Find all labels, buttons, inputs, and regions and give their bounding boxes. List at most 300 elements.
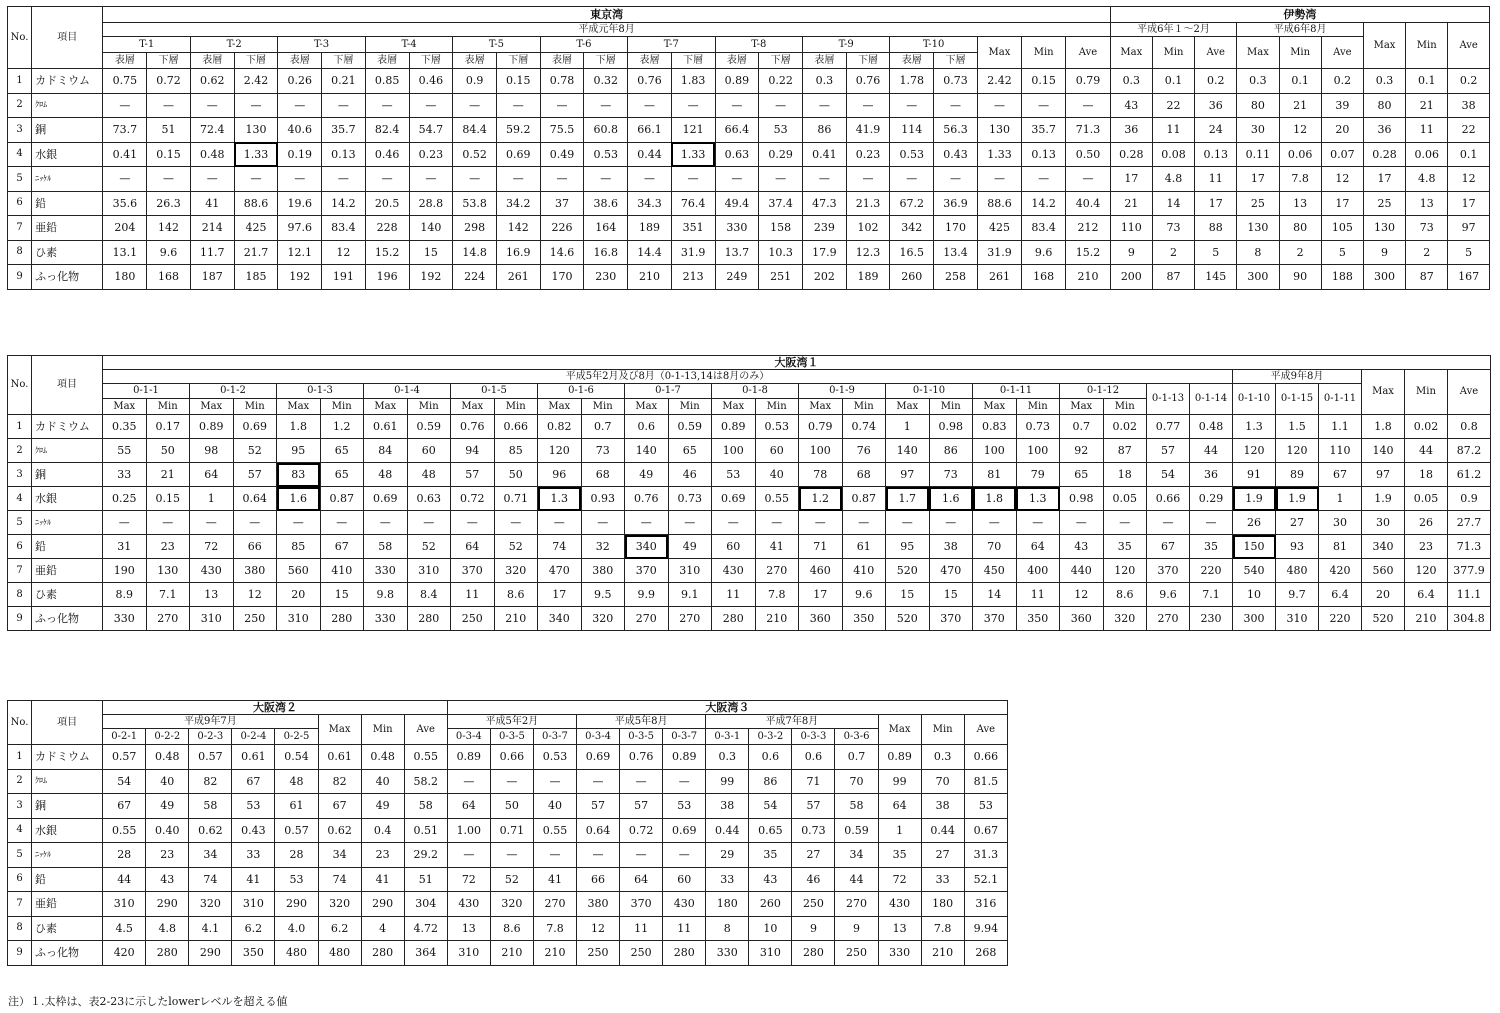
max-header: Max <box>103 399 147 415</box>
value-cell: 21.3 <box>846 191 890 216</box>
value-cell: 21 <box>1406 93 1448 118</box>
value-cell: 98 <box>190 439 234 463</box>
row-number: 7 <box>8 892 32 917</box>
value-cell: 33 <box>232 843 275 868</box>
value-cell: 0.55 <box>404 745 447 770</box>
min-header: Min <box>921 715 964 745</box>
value-cell: 0.9 <box>1448 487 1491 511</box>
value-cell: 100 <box>1016 439 1060 463</box>
value-cell: 74 <box>538 535 582 559</box>
data-row <box>8 240 1490 265</box>
value-cell: 11 <box>1016 583 1060 607</box>
value-cell: 14.8 <box>453 240 497 265</box>
data-row <box>8 745 1008 770</box>
value-cell: 300 <box>1237 265 1279 290</box>
header-row <box>8 7 1490 23</box>
value-cell: 0.15 <box>1022 69 1066 94</box>
value-cell: — <box>190 511 234 535</box>
value-cell: 520 <box>886 607 930 631</box>
value-cell: 189 <box>846 265 890 290</box>
value-cell: 22 <box>1448 118 1490 143</box>
value-cell: 35 <box>1103 535 1147 559</box>
no-header: No. <box>8 701 32 745</box>
value-cell: 4.72 <box>404 916 447 941</box>
value-cell: 58 <box>189 794 232 819</box>
value-cell: 120 <box>1233 439 1276 463</box>
data-row <box>8 487 1491 511</box>
station-header: 0-1-13 <box>1147 384 1190 415</box>
value-cell: 140 <box>1362 439 1405 463</box>
station-header: T-5 <box>453 37 540 53</box>
value-cell: 29.2 <box>404 843 447 868</box>
value-cell: 210 <box>1405 607 1448 631</box>
value-cell: 0.74 <box>842 415 886 439</box>
value-cell: 89 <box>1276 463 1319 487</box>
ave-header: Ave <box>1321 37 1363 69</box>
value-cell: 1.8 <box>1362 415 1405 439</box>
value-cell: 192 <box>278 265 322 290</box>
value-cell: 85 <box>494 439 538 463</box>
ave-header: Ave <box>1066 37 1110 69</box>
value-cell: — <box>977 93 1021 118</box>
item-name: ふっ化物 <box>32 265 103 290</box>
value-cell: 0.73 <box>1016 415 1060 439</box>
value-cell: 0.41 <box>802 142 846 167</box>
highlighted-cell: 1.9 <box>1276 487 1319 511</box>
value-cell: 0.85 <box>365 69 409 94</box>
value-cell: 360 <box>799 607 843 631</box>
value-cell: — <box>1060 511 1104 535</box>
value-cell: 114 <box>890 118 934 143</box>
value-cell: 17 <box>1237 167 1279 192</box>
value-cell: 67 <box>1319 463 1362 487</box>
value-cell: 0.71 <box>490 818 533 843</box>
value-cell: 9.5 <box>581 583 625 607</box>
value-cell: 90 <box>1279 265 1321 290</box>
value-cell: 0.66 <box>964 745 1007 770</box>
value-cell: 67 <box>232 769 275 794</box>
item-name: 鉛 <box>32 191 103 216</box>
value-cell: 130 <box>1363 216 1405 241</box>
value-cell: 191 <box>322 265 366 290</box>
period-header: 平成7年8月 <box>706 715 878 729</box>
value-cell: 52 <box>407 535 451 559</box>
value-cell: 110 <box>1319 439 1362 463</box>
value-cell: 71 <box>799 535 843 559</box>
value-cell: 1.2 <box>320 415 364 439</box>
value-cell: 0.61 <box>364 415 408 439</box>
row-number: 1 <box>8 415 32 439</box>
value-cell: 27 <box>921 843 964 868</box>
value-cell: 64 <box>620 867 663 892</box>
value-cell: 27.7 <box>1448 511 1491 535</box>
value-cell: 53 <box>964 794 1007 819</box>
value-cell: 17 <box>1195 191 1237 216</box>
data-row <box>8 439 1491 463</box>
value-cell: 15.2 <box>365 240 409 265</box>
value-cell: 270 <box>625 607 669 631</box>
value-cell: 0.29 <box>759 142 803 167</box>
value-cell: 0.48 <box>190 142 234 167</box>
value-cell: 58 <box>364 535 408 559</box>
value-cell: 13.1 <box>103 240 147 265</box>
value-cell: 35.6 <box>103 191 147 216</box>
value-cell: 164 <box>584 216 628 241</box>
value-cell: 7.1 <box>146 583 190 607</box>
ave-header: Ave <box>964 715 1007 745</box>
value-cell: — <box>890 167 934 192</box>
item-name: カドミウム <box>32 415 103 439</box>
value-cell: 52 <box>490 867 533 892</box>
value-cell: 4.5 <box>103 916 146 941</box>
value-cell: 210 <box>755 607 799 631</box>
value-cell: 0.76 <box>451 415 495 439</box>
value-cell: — <box>190 167 234 192</box>
value-cell: — <box>490 843 533 868</box>
item-name: ｸﾛﾑ <box>32 439 103 463</box>
value-cell: 11 <box>1152 118 1194 143</box>
value-cell: 298 <box>453 216 497 241</box>
value-cell: 28 <box>103 843 146 868</box>
value-cell: 280 <box>146 941 189 966</box>
value-cell: 54.7 <box>409 118 453 143</box>
value-cell: — <box>365 93 409 118</box>
value-cell: 19.6 <box>278 191 322 216</box>
min-header: Min <box>842 399 886 415</box>
value-cell: 87 <box>1103 439 1147 463</box>
max-header: Max <box>625 399 669 415</box>
value-cell: 310 <box>190 607 234 631</box>
value-cell: 73 <box>1406 216 1448 241</box>
value-cell: 450 <box>973 559 1017 583</box>
header-row <box>8 37 1490 53</box>
value-cell: 470 <box>538 559 582 583</box>
value-cell: 4.8 <box>146 916 189 941</box>
value-cell: 425 <box>234 216 278 241</box>
min-header: Min <box>668 399 712 415</box>
max-header: Max <box>878 715 921 745</box>
ave-header: Ave <box>404 715 447 745</box>
value-cell: 350 <box>842 607 886 631</box>
station-header: 0-3-4 <box>447 729 490 745</box>
value-cell: 13 <box>1406 191 1448 216</box>
value-cell: 5 <box>1321 240 1363 265</box>
value-cell: 15 <box>929 583 973 607</box>
period-header: 平成6年１～2月 <box>1110 23 1237 37</box>
value-cell: 72 <box>878 867 921 892</box>
value-cell: 370 <box>451 559 495 583</box>
value-cell: 86 <box>749 769 792 794</box>
value-cell: — <box>1016 511 1060 535</box>
value-cell: 0.35 <box>103 415 147 439</box>
value-cell: 0.61 <box>232 745 275 770</box>
bottom-header: 下層 <box>322 53 366 69</box>
value-cell: 4 <box>361 916 404 941</box>
value-cell: — <box>1103 511 1147 535</box>
min-header: Min <box>1152 37 1194 69</box>
item-header: 項目 <box>32 7 103 69</box>
value-cell: 121 <box>671 118 715 143</box>
value-cell: 180 <box>103 265 147 290</box>
value-cell: 70 <box>835 769 878 794</box>
value-cell: — <box>1022 167 1066 192</box>
min-header: Min <box>1016 399 1060 415</box>
value-cell: — <box>712 511 756 535</box>
value-cell: 130 <box>234 118 278 143</box>
station-header: 0-1-8 <box>712 384 799 399</box>
value-cell: 10 <box>749 916 792 941</box>
value-cell: 342 <box>890 216 934 241</box>
max-header: Max <box>973 399 1017 415</box>
value-cell: 40 <box>361 769 404 794</box>
value-cell: 330 <box>715 216 759 241</box>
data-row <box>8 535 1491 559</box>
value-cell: 480 <box>318 941 361 966</box>
value-cell: 0.72 <box>147 69 191 94</box>
value-cell: — <box>625 511 669 535</box>
value-cell: — <box>759 167 803 192</box>
item-name: ﾆｯｹﾙ <box>32 167 103 192</box>
value-cell: 86 <box>929 439 973 463</box>
value-cell: 1 <box>1319 487 1362 511</box>
value-cell: 204 <box>103 216 147 241</box>
value-cell: 304 <box>404 892 447 917</box>
value-cell: 32 <box>581 535 625 559</box>
header-row <box>8 356 1491 370</box>
value-cell: 480 <box>1276 559 1319 583</box>
group-header: 伊勢湾 <box>1110 7 1489 23</box>
value-cell: 560 <box>277 559 321 583</box>
surface-header: 表層 <box>628 53 672 69</box>
item-name: 銅 <box>32 794 103 819</box>
value-cell: 53 <box>275 867 318 892</box>
value-cell: 80 <box>1279 216 1321 241</box>
group-header: 大阪湾１ <box>103 356 1491 370</box>
value-cell: — <box>577 769 620 794</box>
value-cell: 34.2 <box>496 191 540 216</box>
highlighted-cell: 1.33 <box>671 142 715 167</box>
value-cell: 58 <box>835 794 878 819</box>
row-number: 7 <box>8 216 32 241</box>
max-header: Max <box>538 399 582 415</box>
value-cell: 9 <box>835 916 878 941</box>
value-cell: 0.3 <box>1237 69 1279 94</box>
value-cell: — <box>103 167 147 192</box>
value-cell: — <box>320 511 364 535</box>
value-cell: 83.4 <box>1022 216 1066 241</box>
value-cell: 53 <box>759 118 803 143</box>
max-header: Max <box>886 399 930 415</box>
header-row <box>8 729 1008 745</box>
value-cell: 310 <box>407 559 451 583</box>
value-cell: 7.1 <box>1190 583 1233 607</box>
value-cell: 59.2 <box>496 118 540 143</box>
value-cell: 0.2 <box>1448 69 1490 94</box>
value-cell: 75.5 <box>540 118 584 143</box>
value-cell: 72 <box>190 535 234 559</box>
value-cell: 310 <box>232 892 275 917</box>
value-cell: 130 <box>977 118 1021 143</box>
value-cell: 8 <box>706 916 749 941</box>
value-cell: — <box>715 93 759 118</box>
data-row <box>8 142 1490 167</box>
value-cell: 0.82 <box>538 415 582 439</box>
value-cell: 74 <box>318 867 361 892</box>
max-header: Max <box>712 399 756 415</box>
value-cell: — <box>755 511 799 535</box>
station-header: T-2 <box>190 37 277 53</box>
value-cell: 120 <box>1276 439 1319 463</box>
value-cell: 0.76 <box>620 745 663 770</box>
value-cell: 2.42 <box>234 69 278 94</box>
value-cell: 261 <box>496 265 540 290</box>
value-cell: — <box>759 93 803 118</box>
value-cell: 80 <box>1237 93 1279 118</box>
highlighted-cell: 1.8 <box>973 487 1017 511</box>
value-cell: 0.3 <box>921 745 964 770</box>
value-cell: 210 <box>533 941 576 966</box>
value-cell: 37.4 <box>759 191 803 216</box>
value-cell: 102 <box>846 216 890 241</box>
value-cell: 250 <box>620 941 663 966</box>
value-cell: 214 <box>190 216 234 241</box>
value-cell: 0.7 <box>581 415 625 439</box>
value-cell: 220 <box>1190 559 1233 583</box>
value-cell: — <box>278 93 322 118</box>
value-cell: 50 <box>494 463 538 487</box>
value-cell: 300 <box>1233 607 1276 631</box>
value-cell: 17.9 <box>802 240 846 265</box>
period-header: 平成5年2月 <box>447 715 576 729</box>
bottom-header: 下層 <box>759 53 803 69</box>
value-cell: 72.4 <box>190 118 234 143</box>
data-row <box>8 941 1008 966</box>
value-cell: 0.51 <box>404 818 447 843</box>
period-header: 平成5年8月 <box>577 715 706 729</box>
value-cell: 17 <box>538 583 582 607</box>
value-cell: 0.62 <box>318 818 361 843</box>
value-cell: 64 <box>1016 535 1060 559</box>
value-cell: 320 <box>1103 607 1147 631</box>
value-cell: 13 <box>190 583 234 607</box>
max-header: Max <box>318 715 361 745</box>
row-number: 1 <box>8 745 32 770</box>
value-cell: 86 <box>802 118 846 143</box>
value-cell: 320 <box>318 892 361 917</box>
value-cell: 330 <box>364 559 408 583</box>
value-cell: 51 <box>404 867 447 892</box>
station-header: 0-1-2 <box>190 384 277 399</box>
max-header: Max <box>1363 23 1405 69</box>
value-cell: 11 <box>620 916 663 941</box>
value-cell: 16.5 <box>890 240 934 265</box>
bottom-header: 下層 <box>234 53 278 69</box>
bottom-header: 下層 <box>147 53 191 69</box>
value-cell: 99 <box>878 769 921 794</box>
value-cell: 0.73 <box>934 69 978 94</box>
value-cell: — <box>494 511 538 535</box>
value-cell: — <box>540 93 584 118</box>
station-header: 0-1-14 <box>1190 384 1233 415</box>
value-cell: 16.9 <box>496 240 540 265</box>
value-cell: 13.4 <box>934 240 978 265</box>
value-cell: 73.7 <box>103 118 147 143</box>
value-cell: — <box>620 769 663 794</box>
value-cell: 65 <box>1060 463 1104 487</box>
data-row <box>8 867 1008 892</box>
value-cell: 79 <box>1016 463 1060 487</box>
value-cell: 70 <box>973 535 1017 559</box>
value-cell: 5 <box>1195 240 1237 265</box>
max-header: Max <box>364 399 408 415</box>
value-cell: 0.6 <box>749 745 792 770</box>
value-cell: 0.57 <box>103 745 146 770</box>
period-header: 平成元年8月 <box>103 23 1110 37</box>
value-cell: 0.1 <box>1279 69 1321 94</box>
value-cell: 210 <box>628 265 672 290</box>
value-cell: 17 <box>1110 167 1152 192</box>
value-cell: 316 <box>964 892 1007 917</box>
value-cell: 220 <box>1319 607 1362 631</box>
value-cell: 41 <box>190 191 234 216</box>
value-cell: 12 <box>1321 167 1363 192</box>
station-header: 0-2-3 <box>189 729 232 745</box>
value-cell: 81 <box>973 463 1017 487</box>
value-cell: 9.9 <box>625 583 669 607</box>
value-cell: 18 <box>1103 463 1147 487</box>
value-cell: 41 <box>533 867 576 892</box>
value-cell: 66.1 <box>628 118 672 143</box>
value-cell: 210 <box>921 941 964 966</box>
value-cell: 0.06 <box>1406 142 1448 167</box>
value-cell: 97.6 <box>278 216 322 241</box>
table-osaka-1 <box>7 355 1491 631</box>
value-cell: 27 <box>792 843 835 868</box>
value-cell: 73 <box>581 439 625 463</box>
value-cell: 480 <box>275 941 318 966</box>
value-cell: 280 <box>361 941 404 966</box>
value-cell: 0.46 <box>365 142 409 167</box>
item-name: 銅 <box>32 463 103 487</box>
value-cell: 100 <box>712 439 756 463</box>
value-cell: 8.6 <box>1103 583 1147 607</box>
value-cell: — <box>846 93 890 118</box>
value-cell: — <box>407 511 451 535</box>
value-cell: 85 <box>277 535 321 559</box>
value-cell: 60 <box>755 439 799 463</box>
value-cell: 377.9 <box>1448 559 1491 583</box>
value-cell: 17 <box>1448 191 1490 216</box>
max-header: Max <box>799 399 843 415</box>
value-cell: 0.21 <box>322 69 366 94</box>
value-cell: 380 <box>581 559 625 583</box>
value-cell: 33 <box>706 867 749 892</box>
bottom-header: 下層 <box>934 53 978 69</box>
value-cell: 210 <box>1066 265 1110 290</box>
value-cell: 26 <box>1233 511 1276 535</box>
value-cell: 49.4 <box>715 191 759 216</box>
value-cell: 0.59 <box>835 818 878 843</box>
value-cell: 33 <box>921 867 964 892</box>
value-cell: 0.44 <box>706 818 749 843</box>
value-cell: 95 <box>277 439 321 463</box>
value-cell: 0.13 <box>1022 142 1066 167</box>
highlighted-cell: 1.7 <box>886 487 930 511</box>
value-cell: 96 <box>538 463 582 487</box>
item-name: ふっ化物 <box>32 607 103 631</box>
value-cell: 53 <box>712 463 756 487</box>
value-cell: 91 <box>1233 463 1276 487</box>
